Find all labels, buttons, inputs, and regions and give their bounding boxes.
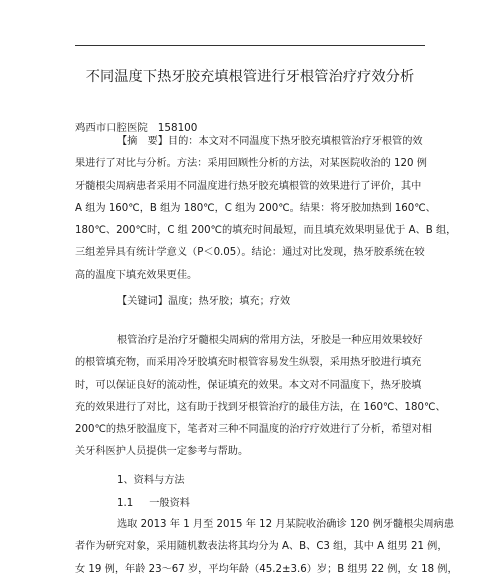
materials-line: 者作为研究对象，采用随机数表法将其均分为 A、B、C3 组，其中 A 组男 21 例， bbox=[75, 541, 448, 553]
abstract-line: 牙髓根尖周病患者采用不同温度进行热牙胶充填根管的效果进行了评价，其中 bbox=[75, 180, 422, 192]
abstract-line: A 组为 160℃，B 组为 180℃，C 组为 200℃。结果：将牙胶加热到 160℃、 bbox=[75, 202, 436, 214]
section-heading-1: 1、资料与方法 bbox=[117, 475, 185, 486]
header-rule bbox=[75, 45, 425, 46]
section-number: 1.1 bbox=[117, 498, 134, 509]
materials-line: 选取 2013 年 1 月至 2015 年 12 月某院收治确诊 120 例牙髓根尖周病患 bbox=[117, 519, 455, 530]
intro-line: 时，可以保证良好的流动性，保证填充的效果。本文对不同温度下，热牙胶填 bbox=[75, 379, 422, 391]
materials-paragraph bbox=[75, 514, 458, 581]
abstract-line: 180℃、200℃时，C 组 200℃的填充时间最短，而且填充效果明显优于 A、B 组， bbox=[75, 225, 457, 237]
abstract-line: 高的温度下填充效果更佳。 bbox=[75, 269, 198, 281]
section-label: 一般资料 bbox=[149, 498, 190, 509]
intro-line: 充的效果进行了对比，这有助于找到牙根管治疗的最佳方法，在 160℃、180℃、 bbox=[75, 401, 446, 413]
section-heading-1-1 bbox=[117, 494, 190, 509]
intro-line: 根管治疗是治疗牙髓根尖周病的常用方法，牙胶是一种应用效果较好 bbox=[117, 335, 423, 346]
paper-title: 不同温度下热牙胶充填根管进行牙根管治疗疗效分析 bbox=[85, 69, 415, 85]
abstract-line: 三组差异具有统计学意义（P＜0.05）。结论：通过对比发现，热牙胶系统在较 bbox=[75, 247, 425, 259]
keywords: 【关键词】温度；热牙胶；填充；疗效 bbox=[117, 296, 291, 307]
intro-line: 的根管填充物，而采用冷牙胶填充时根管容易发生纵裂，采用热牙胶进行填充 bbox=[75, 357, 422, 369]
affiliation-name: 鸡西市口腔医院 bbox=[75, 122, 148, 134]
intro-line: 200℃的热牙胶温度下，笔者对三种不同温度的治疗疗效进行了分析，希望对相 bbox=[75, 424, 432, 436]
intro-paragraph bbox=[75, 330, 446, 464]
materials-line: 女 19 例，年龄 23～67 岁，平均年龄（45.2±3.6）岁；B 组男 22 例，女 18 例， bbox=[75, 563, 458, 575]
intro-line: 关牙科医护人员提供一定参考与帮助。 bbox=[75, 446, 249, 458]
affiliation-postcode: 158100 bbox=[157, 122, 198, 134]
abstract-paragraph bbox=[75, 131, 457, 287]
abstract-line: 【摘 要】目的：本文对不同温度下热牙胶充填根管治疗牙根管的效 bbox=[117, 136, 423, 147]
abstract-line: 果进行了对比与分析。方法：采用回顾性分析的方法，对某医院收治的 120 例 bbox=[75, 158, 427, 170]
